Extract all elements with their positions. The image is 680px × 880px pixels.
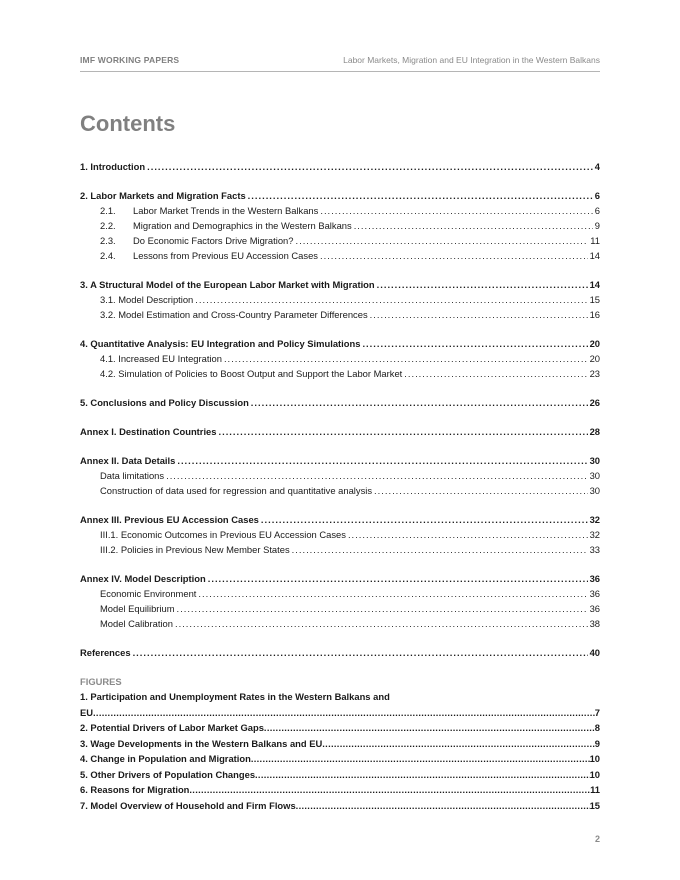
toc-entry-labor-markets[interactable]	[80, 188, 600, 203]
toc-label: Annex II. Data Details	[80, 455, 176, 466]
toc-page: 14	[589, 279, 600, 290]
toc-entry-3-annex-1[interactable]	[80, 527, 600, 542]
toc-label: 5. Conclusions and Policy Discussion	[80, 397, 249, 408]
toc-entry-annex-4[interactable]	[80, 571, 600, 586]
toc-page: 9	[594, 220, 600, 231]
toc-entry-4-1[interactable]	[80, 351, 600, 366]
toc-page: 20	[589, 338, 600, 349]
toc-label: References	[80, 647, 131, 658]
figure-page: 15	[589, 799, 600, 811]
toc-label: Labor Market Trends in the Western Balkans	[133, 205, 319, 216]
figure-label: 7. Model Overview of Household and Firm Flows	[80, 799, 296, 811]
figure-page: 10	[589, 768, 600, 780]
toc-page: 20	[589, 353, 600, 364]
figure-entry-7[interactable]	[80, 798, 600, 814]
figure-label: 2. Potential Drivers of Labor Market Gaps	[80, 722, 264, 733]
figure-page: 7	[594, 706, 600, 718]
toc-page: 6	[594, 205, 600, 216]
toc-entry-model-calibration[interactable]	[80, 616, 600, 631]
figure-label: 4. Change in Population and Migration	[80, 753, 251, 764]
toc-page: 11	[590, 235, 600, 246]
toc-label: III.2. Policies in Previous New Member States	[100, 544, 290, 555]
figure-label: 6. Reasons for Migration	[80, 784, 190, 795]
toc-page: 36	[589, 603, 600, 614]
figure-page: 10	[589, 753, 600, 764]
figure-title-continuation	[80, 705, 600, 721]
toc-label: Construction of data used for regression and quantitative analysis	[100, 485, 373, 496]
toc-label: 1. Introduction	[80, 161, 146, 172]
toc-entry-4-2[interactable]	[80, 366, 600, 381]
figure-label: 1. Participation and Unemployment Rates in the Western Balkans and	[80, 691, 390, 702]
toc-page: 32	[589, 529, 600, 540]
toc-entry-conclusions[interactable]	[80, 395, 600, 410]
toc-page: 36	[589, 588, 600, 599]
figure-page: 9	[594, 737, 600, 749]
toc-entry-3-1[interactable]	[80, 292, 600, 307]
toc-page: 6	[594, 190, 600, 201]
toc-label: 3.1. Model Description	[100, 294, 194, 305]
toc-page: 38	[589, 618, 600, 629]
toc-label: Do Economic Factors Drive Migration?	[133, 235, 294, 246]
figure-entry-1[interactable]	[80, 689, 600, 720]
toc-page: 15	[589, 294, 600, 305]
toc-page: 26	[589, 397, 600, 408]
toc-number: 2.4.	[100, 250, 116, 261]
toc-number: 2.3.	[100, 235, 116, 246]
toc-entry-2-4[interactable]	[80, 248, 600, 263]
toc-label: 4. Quantitative Analysis: EU Integration and Policy Simulations	[80, 338, 361, 349]
table-of-contents	[80, 159, 600, 660]
figure-entry-6[interactable]	[80, 782, 600, 798]
toc-entry-annex-3[interactable]	[80, 512, 600, 527]
figure-label-cont: EU	[80, 706, 94, 718]
toc-label: Annex IV. Model Description	[80, 573, 206, 584]
toc-label: Annex I. Destination Countries	[80, 426, 217, 437]
toc-page: 30	[589, 485, 600, 496]
toc-entry-data-construction[interactable]	[80, 483, 600, 498]
toc-entry-quantitative-analysis[interactable]	[80, 336, 600, 351]
journal-name: IMF WORKING PAPERS	[80, 55, 180, 65]
figure-title-line	[80, 689, 600, 705]
toc-page: 36	[589, 573, 600, 584]
toc-page: 14	[589, 250, 600, 261]
toc-page: 30	[589, 455, 600, 466]
toc-entry-annex-2[interactable]	[80, 453, 600, 468]
running-header	[80, 55, 600, 72]
figure-entry-2[interactable]	[80, 720, 600, 736]
toc-entry-data-limitations[interactable]	[80, 468, 600, 483]
toc-label: Lessons from Previous EU Accession Cases	[133, 250, 318, 261]
toc-label: Data limitations	[100, 470, 165, 481]
paper-title: Labor Markets, Migration and EU Integration in the Western Balkans	[343, 55, 600, 65]
figures-list	[80, 674, 600, 813]
toc-number: 2.2.	[100, 220, 116, 231]
toc-entry-2-1[interactable]	[80, 203, 600, 218]
toc-label: Model Calibration	[100, 618, 173, 629]
figure-entry-3[interactable]	[80, 736, 600, 752]
toc-page: 30	[589, 470, 600, 481]
toc-label: 4.2. Simulation of Policies to Boost Output and Support the Labor Market	[100, 368, 403, 379]
toc-page: 16	[589, 309, 600, 320]
toc-label: III.1. Economic Outcomes in Previous EU Accession Cases	[100, 529, 346, 540]
figures-heading: FIGURES	[80, 676, 122, 687]
toc-entry-2-3[interactable]	[80, 233, 600, 248]
toc-entry-2-2[interactable]	[80, 218, 600, 233]
toc-number: 2.1.	[100, 205, 116, 216]
toc-page: 28	[589, 426, 600, 437]
toc-label: 3.2. Model Estimation and Cross-Country Parameter Differences	[100, 309, 368, 320]
figure-entry-5[interactable]	[80, 767, 600, 783]
toc-label: Annex III. Previous EU Accession Cases	[80, 514, 259, 525]
toc-entry-structural-model[interactable]	[80, 277, 600, 292]
figure-page: 8	[594, 722, 600, 733]
toc-entry-model-equilibrium[interactable]	[80, 601, 600, 616]
toc-label: Economic Environment	[100, 588, 197, 599]
toc-page: 33	[589, 544, 600, 555]
page-title: Contents	[80, 111, 176, 136]
toc-page: 23	[589, 368, 600, 379]
figure-page: 11	[590, 784, 600, 795]
figure-label: 3. Wage Developments in the Western Balkans and EU	[80, 737, 323, 749]
toc-page: 40	[589, 647, 600, 658]
toc-label: 4.1. Increased EU Integration	[100, 353, 222, 364]
toc-label: Model Equilibrium	[100, 603, 175, 614]
toc-entry-references[interactable]	[80, 645, 600, 660]
toc-entry-annex-1[interactable]	[80, 424, 600, 439]
toc-page: 32	[589, 514, 600, 525]
page-number: 2	[594, 834, 600, 844]
toc-entry-economic-environment[interactable]	[80, 586, 600, 601]
toc-label: Migration and Demographics in the Western Balkans	[133, 220, 352, 231]
toc-label: 3. A Structural Model of the European Labor Market with Migration	[80, 279, 375, 290]
figure-label: 5. Other Drivers of Population Changes	[80, 768, 256, 780]
toc-entry-3-annex-2[interactable]	[80, 542, 600, 557]
toc-page: 4	[594, 161, 600, 172]
toc-entry-3-2[interactable]	[80, 307, 600, 322]
toc-entry-introduction[interactable]	[80, 159, 600, 174]
figure-entry-4[interactable]	[80, 751, 600, 767]
toc-label: 2. Labor Markets and Migration Facts	[80, 190, 246, 201]
